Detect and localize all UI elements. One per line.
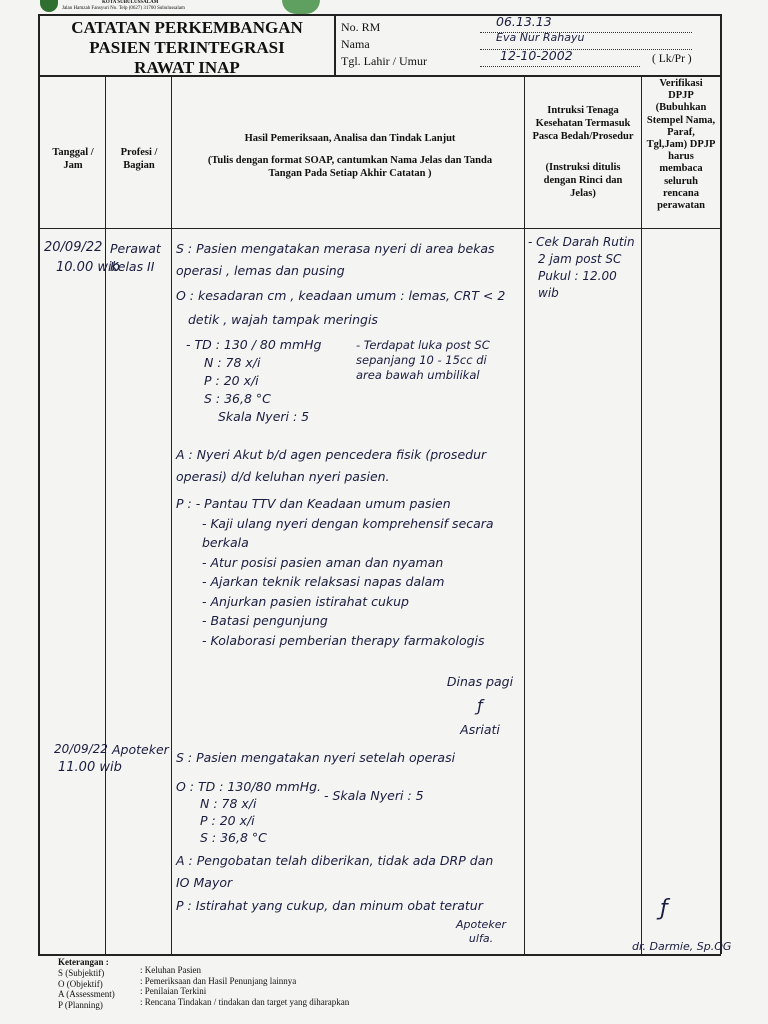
entry1-skala-nyeri: Skala Nyeri : 5 [218, 409, 310, 424]
entry1-time: 10.00 wib [56, 260, 120, 275]
tgl-lahir-value: 12-10-2002 [500, 48, 573, 63]
title-line-1: CATATAN PERKEMBANGAN [71, 18, 303, 37]
org-name: KOTA SUBULUSSALAM [102, 0, 159, 5]
entry1-plan-3: - Atur posisi pasien aman dan nyaman [202, 554, 444, 570]
entry1-planning [176, 494, 520, 650]
entry1-plan-4: - Ajarkan teknik relaksasi napas dalam [202, 574, 445, 589]
sex-field: ( Lk/Pr ) [652, 53, 692, 65]
entry1-subjektif: S : Pasien mengatakan merasa nyeri di area bekas operasi , lemas dan pusing [176, 241, 495, 278]
ket-val-p: : Rencana Tindakan / tindakan dan target yang diharapkan [140, 996, 350, 1007]
entry2-profesi: Apoteker [112, 742, 169, 757]
entry2-assessment: A : Pengobatan telah diberikan, tidak ada DRP dan IO Mayor [176, 853, 494, 890]
hospital-logo [282, 0, 320, 14]
dpjp-paraf: ƒ [660, 896, 668, 921]
ket-val-o: : Pemeriksaan dan Hasil Penunjang lainnya [140, 975, 297, 986]
no-rm-label: No. RM [341, 20, 381, 34]
entry1-date: 20/09/22 [44, 240, 103, 255]
entry2-td: O : TD : 130/80 mmHg. [176, 779, 322, 794]
title-line-2: PASIEN TERINTEGRASI [89, 38, 285, 57]
entry1-luka: - Terdapat luka post SC sepanjang 10 - 15cc di area bawah umbilikal [356, 338, 490, 382]
keterangan-keys [58, 968, 115, 1010]
col-tanggal: Tanggal / Jam [52, 147, 94, 171]
instruksi-3: Pukul : 12.00 wib [538, 269, 617, 300]
entry1-nadi: N : 78 x/i [204, 355, 261, 370]
entry2-nadi: N : 78 x/i [200, 796, 257, 811]
col-instruksi: Intruksi Tenaga Kesehatan Termasuk Pasca Bedah/Prosedur [532, 105, 634, 142]
col-hasil: Hasil Pemeriksaan, Analisa dan Tindak Lanjut [244, 133, 456, 144]
instruksi-2: 2 jam post SC [538, 252, 622, 266]
entry2-time: 11.00 wib [58, 760, 122, 775]
col-instruksi-note: (Instruksi ditulis dengan Rinci dan Jelas) [543, 162, 623, 199]
ket-key-p: P (Planning) [58, 999, 103, 1010]
entry1-plan-5: - Anjurkan pasien istirahat cukup [202, 593, 409, 609]
entry1-signer: Asriati [460, 722, 500, 737]
entry2-pernapasan: P : 20 x/i [200, 813, 255, 828]
entry1-plan-6: - Batasi pengunjung [202, 613, 328, 628]
entry2-signer: ulfa. [468, 932, 494, 945]
entry1-instruksi [528, 234, 640, 302]
title-line-3: RAWAT INAP [134, 58, 240, 77]
entry1-assessment: A : Nyeri Akut b/d agen pencedera fisik (prosedur operasi) d/d keluhan nyeri pasien. [176, 447, 487, 484]
ket-val-a: : Penilaian Terkini [140, 986, 207, 996]
entry1-plan-7: - Kolaborasi pemberian therapy farmakologis [202, 632, 485, 648]
instruksi-1: - Cek Darah Rutin [528, 235, 635, 249]
col-profesi: Profesi / Bagian [120, 147, 158, 171]
entry2-suhu: S : 36,8 °C [200, 830, 267, 845]
tgl-lahir-label: Tgl. Lahir / Umur [341, 54, 427, 68]
no-rm-value: 06.13.13 [496, 14, 552, 29]
ket-key-a: A (Assessment) [58, 989, 115, 999]
col-hasil-note: (Tulis dengan format SOAP, cantumkan Nama Jelas dan Tanda Tangan Pada Setiap Akhir Catatan ) [207, 155, 493, 179]
org-header [40, 0, 230, 14]
col-verifikasi: Verifikasi DPJP (Bubuhkan Stempel Nama, Paraf, Tgl,Jam) DPJP harus membaca seluruh rencana perawatan [646, 78, 716, 212]
entry1-suhu: S : 36,8 °C [204, 391, 271, 406]
entry1-td: - TD : 130 / 80 mmHg [186, 337, 322, 352]
entry1-objektif-2: detik , wajah tampak meringis [188, 312, 378, 327]
entry1-shift: Dinas pagi [446, 674, 514, 689]
entry2-subjektif: S : Pasien mengatakan nyeri setelah operasi [176, 750, 456, 765]
ket-val-s: : Keluhan Pasien [140, 965, 201, 975]
ket-key-o: O (Objektif) [58, 978, 103, 989]
entry1-plan-2: - Kaji ulang nyeri dengan komprehensif secara berkala [202, 515, 494, 550]
dpjp-signature: dr. Darmie, Sp.OG [632, 940, 732, 953]
entry1-profesi: Perawat Kelas II [110, 241, 161, 274]
entry1-plan-1: P : - Pantau TTV dan Keadaan umum pasien [176, 496, 451, 511]
keterangan-label: Keterangan : [58, 957, 109, 967]
entry2-signature [446, 918, 516, 946]
keterangan-values [140, 965, 349, 1007]
entry1-pernapasan: P : 20 x/i [204, 373, 259, 388]
ket-key-s: S (Subjektif) [58, 968, 105, 978]
entry2-date: 20/09/22 [54, 742, 108, 756]
nama-value: Eva Nur Rahayu [496, 31, 585, 44]
entry1-vitals [186, 336, 336, 426]
form-title [40, 18, 334, 78]
entry2-signer-role: Apoteker [456, 918, 506, 931]
entry1-signature: Dinas pagi ƒ Asriati [440, 670, 520, 742]
entry2-skala-nyeri: - Skala Nyeri : 5 [324, 788, 424, 803]
entry2-planning: P : Istirahat yang cukup, dan minum obat teratur [176, 898, 483, 913]
entry1-objektif-1: O : kesadaran cm , keadaan umum : lemas, CRT < 2 [176, 288, 506, 303]
nama-label: Nama [341, 37, 370, 51]
org-address: Jalan Hamzah Fansyuri No. Telp (0627) 31700 Subulussalam [62, 6, 185, 11]
entry2-objektif [176, 778, 326, 846]
